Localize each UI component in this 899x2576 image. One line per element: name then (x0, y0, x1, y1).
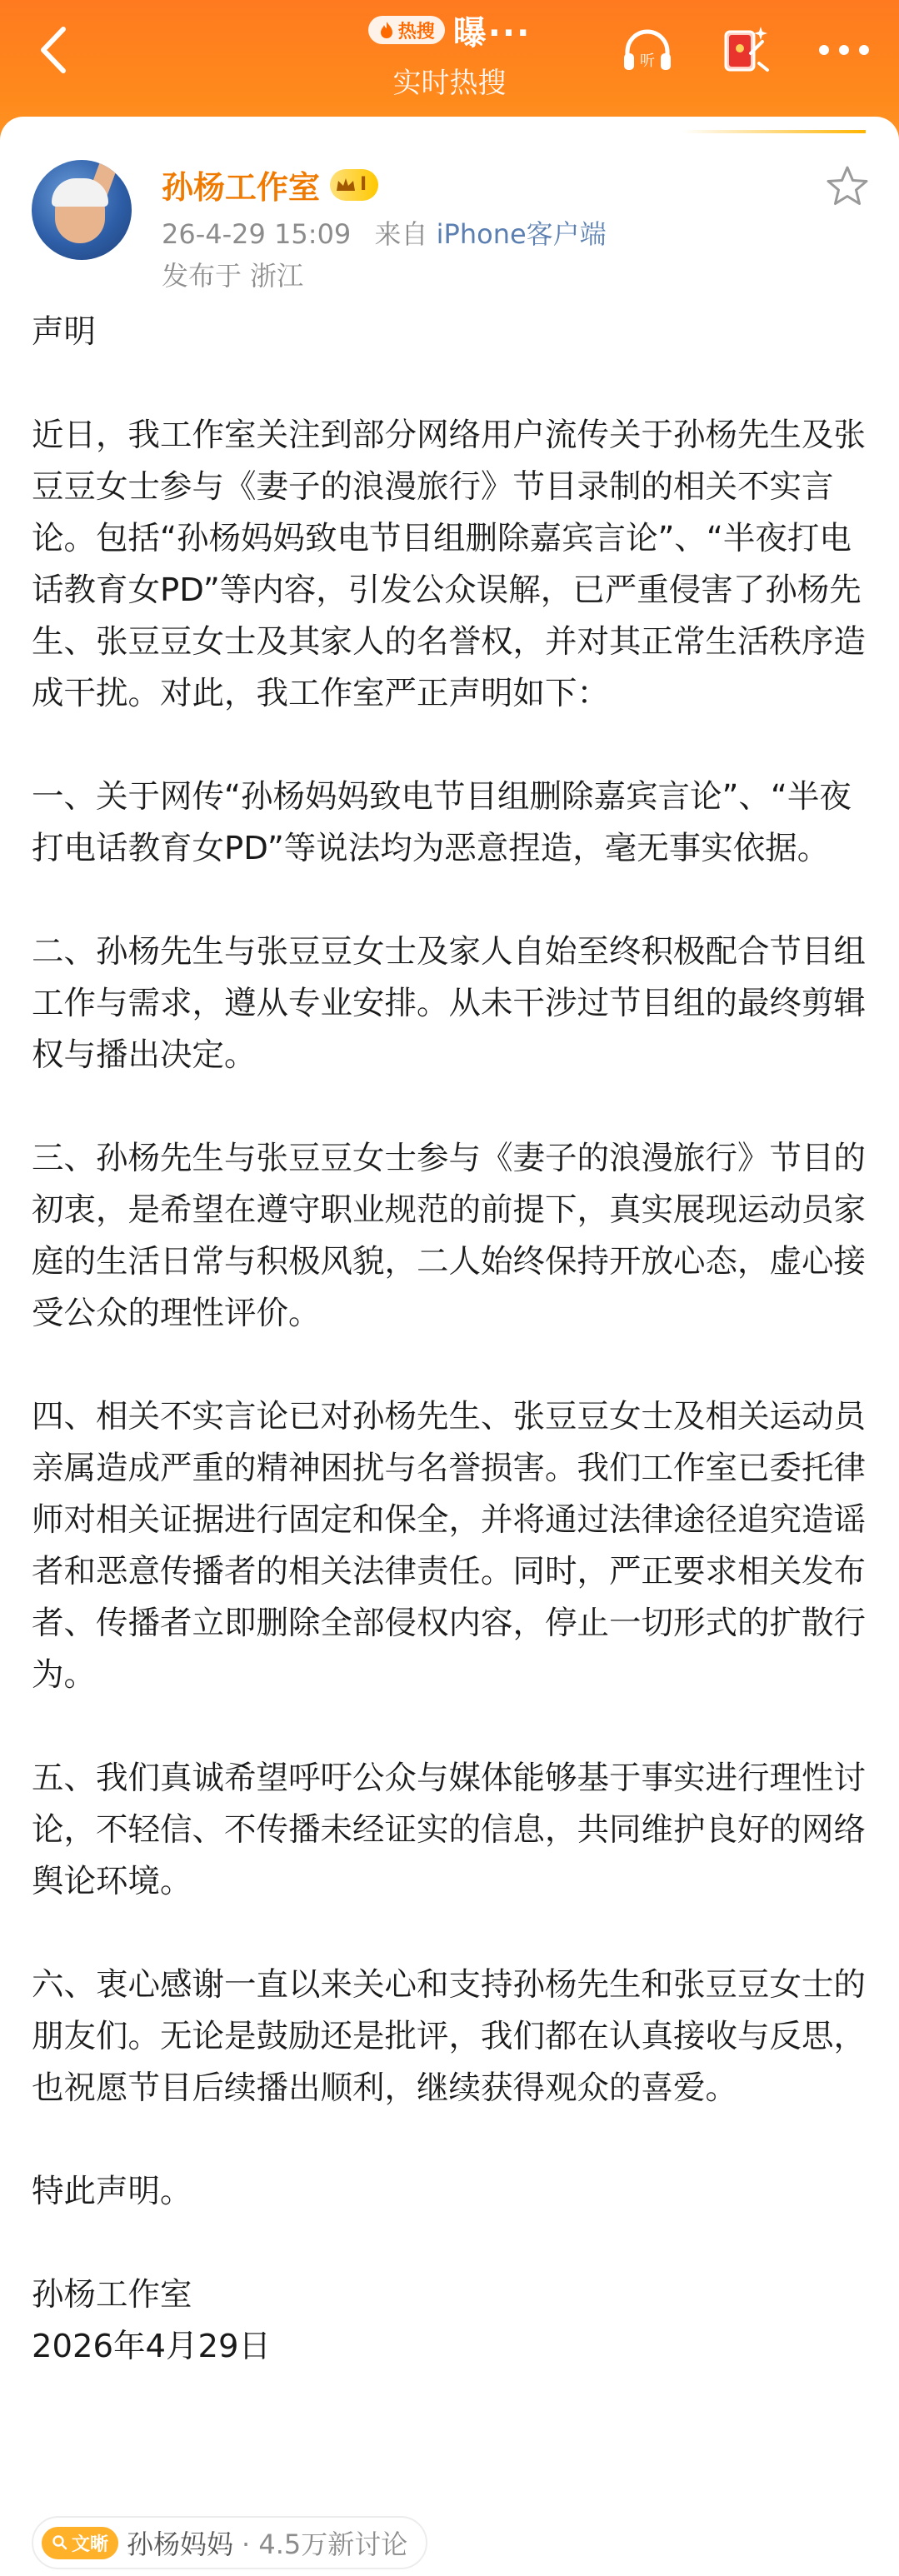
flame-icon (378, 21, 395, 39)
crown-icon (335, 176, 357, 194)
post-location: 发布于 浙江 (162, 260, 304, 292)
hot-search-badge: 热搜 (368, 16, 445, 44)
source-prefix: 来自 (374, 218, 428, 250)
headphones-icon[interactable] (621, 23, 674, 77)
header-subtitle: 实时热搜 (392, 67, 507, 100)
header-actions (621, 23, 871, 77)
topic-name[interactable]: 孙杨妈妈 (127, 2529, 234, 2560)
red-packet-icon[interactable] (719, 23, 772, 77)
wenda-badge: 文晰 (42, 2527, 118, 2559)
paragraph-6: 六、衷心感谢一直以来关心和支持孙杨先生和张豆豆女士的朋友们。无论是鼓励还是批评，我们都在认真接收与反思，也祝愿节目后续播出顺利，继续获得观众的喜爱。 (32, 1966, 867, 2107)
paragraph-2: 二、孙杨先生与张豆豆女士及家人自始至终积极配合节目组工作与需求，遵从专业安排。从未干涉过节目组的最终剪辑权与播出决定。 (32, 933, 867, 1074)
topic-tag[interactable] (32, 2516, 427, 2569)
post-client[interactable]: iPhone客户端 (436, 218, 607, 250)
more-dots-icon[interactable] (817, 23, 871, 77)
search-icon (52, 2534, 68, 2551)
author-name[interactable]: 孙杨工作室 (162, 169, 321, 206)
post-body (32, 307, 873, 2373)
signature-date: 2026年4月29日 (32, 2328, 271, 2365)
signature-name: 孙杨工作室 (32, 2276, 192, 2314)
post-meta (162, 213, 607, 252)
decorative-line (682, 130, 866, 133)
discussion-count: · 4.5万新讨论 (242, 2529, 408, 2560)
post-author[interactable] (162, 162, 378, 207)
paragraph-5: 五、我们真诚希望呼吁公众与媒体能够基于事实进行理性讨论，不轻信、不传播未经证实的信息，共同维护良好的网络舆论环境。 (32, 1760, 867, 1900)
post-timestamp: 26-4-29 15:09 (162, 218, 352, 250)
hot-topic-title: 曝··· (452, 13, 532, 52)
paragraph-closing: 特此声明。 (32, 2173, 192, 2210)
statement-heading: 声明 (32, 313, 97, 351)
paragraph-1: 一、关于网传“孙杨妈妈致电节目组删除嘉宾言论”、“半夜打电话教育女PD”等说法均为恶意捏造，毫无事实依据。 (32, 778, 852, 867)
star-outline-icon[interactable] (824, 163, 871, 210)
vip-badge[interactable]: I (330, 169, 378, 201)
paragraph-intro: 近日，我工作室关注到部分网络用户流传关于孙杨先生及张豆豆女士参与《妻子的浪漫旅行》节目录制的相关不实言论。包括“孙杨妈妈致电节目组删除嘉宾言论”、“半夜打电话教育女PD”等内容，引发公众误解，已严重侵害了孙杨先生、张豆豆女士及其家人的名誉权，并对其正常生活秩序造成干扰。对此，我工作室严正声明如下： (32, 417, 867, 712)
avatar[interactable] (32, 160, 132, 260)
post-card (0, 117, 899, 2576)
svg-text:听: 听 (640, 52, 655, 70)
paragraph-3: 三、孙杨先生与张豆豆女士参与《妻子的浪漫旅行》节目的初衷，是希望在遵守职业规范的前提下，真实展现运动员家庭的生活日常与积极风貌，二人始终保持开放心态，虚心接受公众的理性评价。 (32, 1140, 867, 1332)
paragraph-4: 四、相关不实言论已对孙杨先生、张豆豆女士及相关运动员亲属造成严重的精神困扰与名誉损害。我们工作室已委托律师对相关证据进行固定和保全，并将通过法律途径追究造谣者和恶意传播者的相关法律责任。同时，严正要求相关发布者、传播者立即删除全部侵权内容，停止一切形式的扩散行为。 (32, 1398, 867, 1694)
